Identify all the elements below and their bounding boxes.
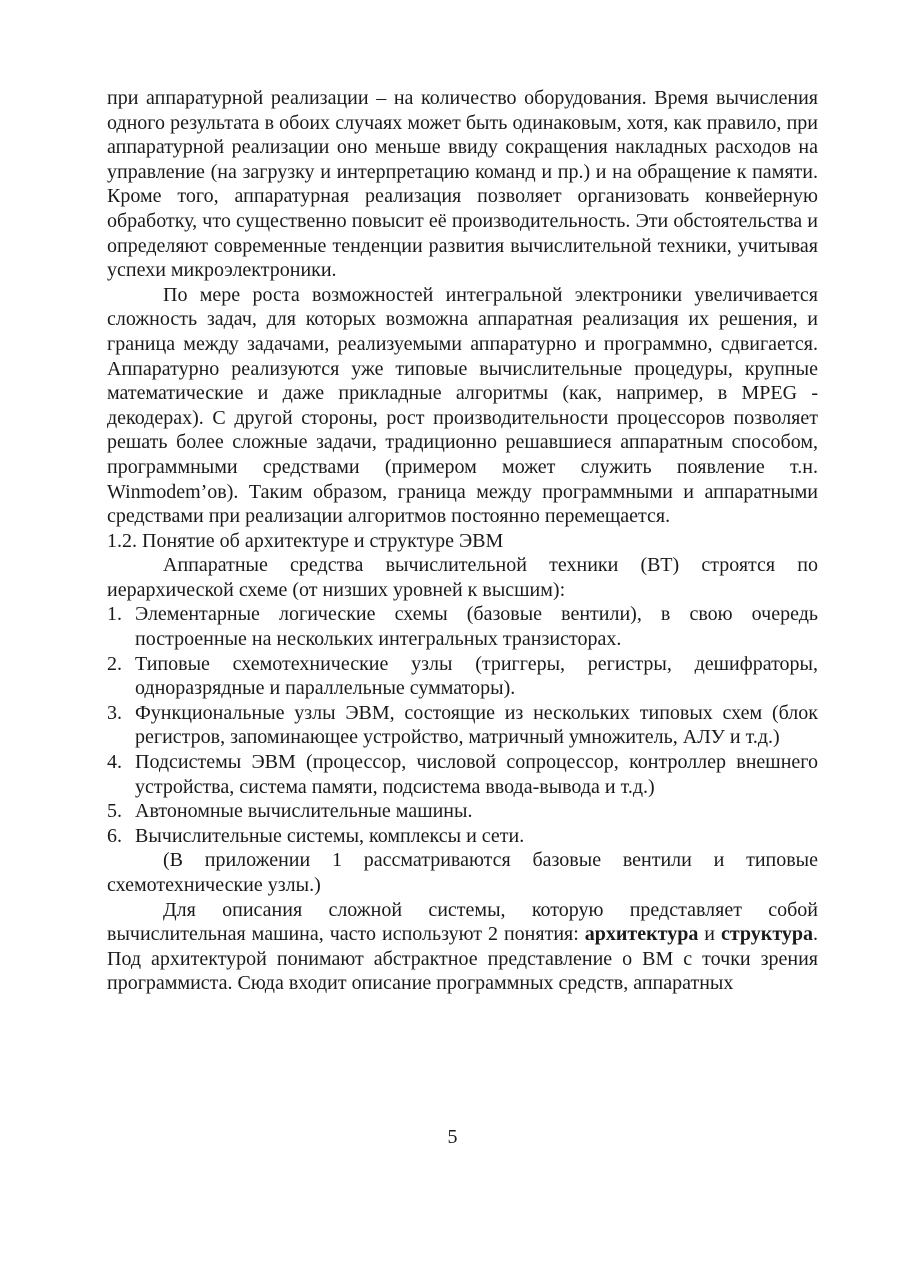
- paragraph-architecture: [107, 898, 818, 996]
- list-item: [107, 799, 818, 824]
- section-heading: 1.2. Понятие об архитектуре и структуре ЭВМ: [107, 529, 504, 552]
- term-structure: структура: [720, 923, 813, 946]
- term-architecture: архитектура: [584, 923, 699, 946]
- list-item-text: Элементарные логические схемы (базовые вентили), в свою очередь построенные на нескольких интегральных транзисторах.: [135, 603, 818, 651]
- list-item: [107, 701, 818, 750]
- hierarchy-list: [107, 602, 818, 848]
- list-intro: Аппаратные средства вычислительной техники (ВТ) строятся по иерархической схеме (от низших уровней к высшим):: [107, 554, 818, 601]
- list-item-number: 5.: [107, 800, 122, 823]
- list-item-text: Функциональные узлы ЭВМ, состоящие из нескольких типовых схем (блок регистров, запоминающее устройство, матричный умножитель, АЛУ и т.д.): [135, 701, 818, 749]
- list-item-number: 2.: [107, 652, 122, 675]
- list-item-text: Вычислительные системы, комплексы и сети.: [135, 824, 525, 847]
- paragraph-architecture-part1: Для описания сложной системы, которую представляет собой вычислительная машина, часто используют 2 понятия:: [107, 898, 818, 946]
- list-item-number: 4.: [107, 751, 122, 774]
- list-item: [107, 824, 818, 849]
- list-item: [107, 750, 818, 799]
- list-item: [107, 652, 818, 701]
- list-item-number: 3.: [107, 701, 122, 724]
- list-item-text: Автономные вычислительные машины.: [135, 800, 473, 823]
- list-item-text: Подсистемы ЭВМ (процессор, числовой сопроцессор, контроллер внешнего устройства, система памяти, подсистема ввода-вывода и т.д.): [135, 751, 818, 798]
- list-item-number: 1.: [107, 603, 122, 626]
- body-text: [107, 86, 818, 996]
- list-item-text: Типовые схемотехнические узлы (триггеры, регистры, дешифраторы, одноразрядные и параллельные сумматоры).: [135, 652, 818, 700]
- paragraph-integral-electronics: По мере роста возможностей интегральной электроники увеличивается сложность задач, для которых возможна аппаратная реализация их решения, и граница между задачами, реализуемыми аппаратурно и программно, сдвигается. Аппаратурно реализуются уже типовые вычислительные процедуры, крупные математические и даже прикладные алгоритмы (как, например, в MPEG - декодерах). С другой стороны, рост производительности процессоров позволяет решать более сложные задачи, традиционно решавшиеся аппаратным способом, программными средствами (примером может служить появление т.н. Winmodem’ов). Таким образом, граница между программными и аппаратными средствами при реализации алгоритмов постоянно перемещается.: [107, 283, 818, 528]
- paragraph-architecture-part3: . Под архитектурой понимают абстрактное представление о ВМ с точки зрения программиста. Сюда входит описание программных средств, аппаратных: [107, 923, 818, 995]
- appendix-note: (В приложении 1 рассматриваются базовые вентили и типовые схемотехнические узлы.): [107, 849, 818, 896]
- paragraph-continuation: при аппаратурной реализации – на количество оборудования. Время вычисления одного результата в обоих случаях может быть одинаковым, хотя, как правило, при аппаратурной реализации оно меньше ввиду сокращения накладных расходов на управление (на загрузку и интерпретацию команд и пр.) и на обращение к памяти. Кроме того, аппаратурная реализация позволяет организовать конвейерную обработку, что существенно повысит её производительность. Эти обстоятельства и определяют современные тенденции развития вычислительной техники, учитывая успехи микроэлектроники.: [107, 87, 818, 282]
- list-item-number: 6.: [107, 824, 122, 847]
- page-number: 5: [447, 1126, 458, 1148]
- list-item: [107, 602, 818, 651]
- paragraph-architecture-part2: и: [698, 923, 721, 946]
